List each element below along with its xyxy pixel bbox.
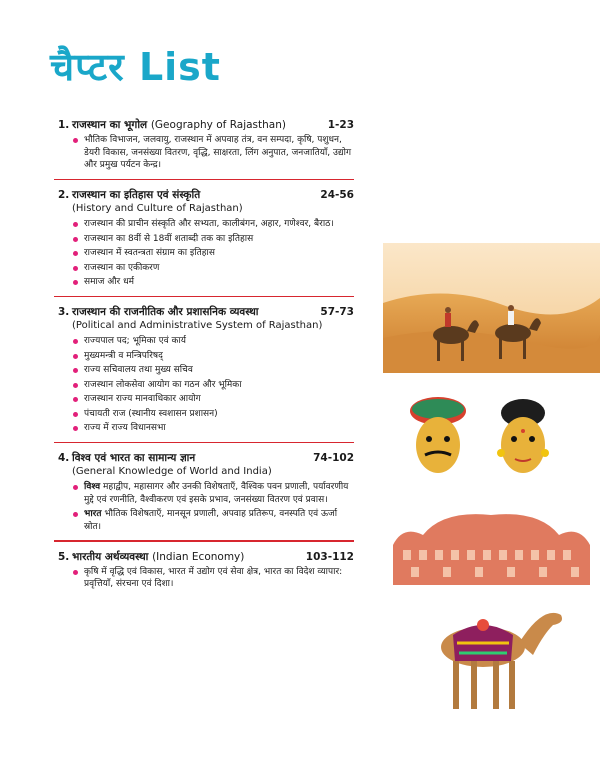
chapter-4 (58, 451, 354, 533)
chapter-list (58, 118, 354, 593)
rajasthan-photo-strip (383, 243, 600, 716)
topic-item (72, 481, 354, 506)
hawa-mahal-image (383, 505, 600, 585)
topic-item: मुख्यमन्त्री व मन्त्रिपरिषद् (72, 350, 354, 363)
puppets-image (383, 383, 600, 498)
chapter-divider (54, 442, 354, 444)
topic-item: राजस्थान का एकीकरण (72, 262, 354, 275)
chapter-pages: 57-73 (320, 306, 354, 318)
chapter-number: 1. (58, 119, 70, 131)
chapter-number: 5. (58, 550, 70, 563)
decorated-camel-image (383, 595, 600, 716)
topic-item: राजस्थान में स्वतन्त्रता संग्राम का इतिहास (72, 247, 354, 260)
topic-item: राजस्थान लोकसेवा आयोग का गठन और भूमिका (72, 379, 354, 392)
page-title: चैप्टर List (50, 45, 221, 89)
chapter-title-hindi: राजस्थान का भूगोल (72, 119, 148, 131)
topic-item: राजस्थान की प्राचीन संस्कृति और सभ्यता, कालीबंगन, अहार, गणेश्वर, बैराठ। (72, 218, 354, 231)
topic-item: राजस्थान राज्य मानवाधिकार आयोग (72, 393, 354, 406)
topic-item: भौतिक विभाजन, जलवायु, राजस्थान में अपवाह तंत्र, वन सम्पदा, कृषि, पशुधन, डेयरी विकास, जनसंख्या वितरण, वृद्धि, साक्षरता, लिंग अनुपात, जनजातियाँ, उद्योग और प्रमुख पर्यटन केन्द्र। (72, 134, 354, 172)
chapter-divider (54, 296, 354, 298)
chapter-number: 2. (58, 189, 70, 201)
topic-item: पंचायती राज (स्थानीय स्वशासन प्रशासन) (72, 408, 354, 421)
chapter-pages: 103-112 (305, 550, 354, 563)
topic-item: राजस्थान का 8वीं से 18वीं शताब्दी तक का इतिहास (72, 233, 354, 246)
topic-item: कृषि में वृद्धि एवं विकास, भारत में उद्योग एवं सेवा क्षेत्र, भारत का विदेश व्यापार: प्रवृत्तियाँ, संरचना एवं दिशा। (72, 566, 354, 591)
topic-item: राज्य में राज्य विधानसभा (72, 422, 354, 435)
topic-item: समाज और धर्म (72, 276, 354, 289)
chapter-number: 4. (58, 452, 70, 464)
chapter-pages: 24-56 (320, 189, 354, 201)
chapter-1 (58, 118, 354, 172)
chapter-2 (58, 188, 354, 289)
chapter-title-english: (General Knowledge of World and India) (72, 466, 272, 477)
topic-text: महाद्वीप, महासागर और उनकी विशेषताएँ, वैश्विक पवन प्रणाली, पर्यावरणीय मुद्दे एवं रणनीति, वैश्वीकरण एवं इसके प्रभाव, जनसंख्या वितरण एवं प्रवास। (84, 482, 349, 505)
chapter-5 (58, 550, 354, 591)
chapter-title-english: (History and Culture of Rajasthan) (72, 203, 243, 214)
topic-item: राज्यपाल पद; भूमिका एवं कार्य (72, 335, 354, 348)
desert-camel-riders-image (383, 243, 600, 373)
chapter-title-english: (Indian Economy) (152, 550, 245, 563)
chapter-title-hindi: विश्व एवं भारत का सामान्य ज्ञान (72, 452, 196, 464)
chapter-divider (54, 540, 354, 542)
chapter-3 (58, 305, 354, 435)
topic-item: राज्य सचिवालय तथा मुख्य सचिव (72, 364, 354, 377)
chapter-title-hindi: भारतीय अर्थव्यवस्था (72, 550, 149, 563)
chapter-pages: 1-23 (327, 119, 354, 131)
chapter-title-hindi: राजस्थान की राजनीतिक और प्रशासनिक व्यवस्था (72, 306, 259, 318)
topic-lead: विश्व (84, 482, 101, 492)
chapter-title-english: (Geography of Rajasthan) (150, 119, 286, 131)
chapter-divider (54, 179, 354, 181)
chapter-title-english: (Political and Administrative System of Rajasthan) (72, 320, 323, 331)
chapter-number: 3. (58, 306, 70, 318)
topic-lead: भारत (84, 509, 102, 519)
chapter-pages: 74-102 (313, 452, 354, 464)
chapter-title-hindi: राजस्थान का इतिहास एवं संस्कृति (72, 189, 201, 201)
topic-text: भौतिक विशेषताएँ, मानसून प्रणाली, अपवाह प्रतिरूप, वनस्पति एवं ऊर्जा स्रोत। (84, 509, 338, 532)
topic-item (72, 508, 354, 533)
